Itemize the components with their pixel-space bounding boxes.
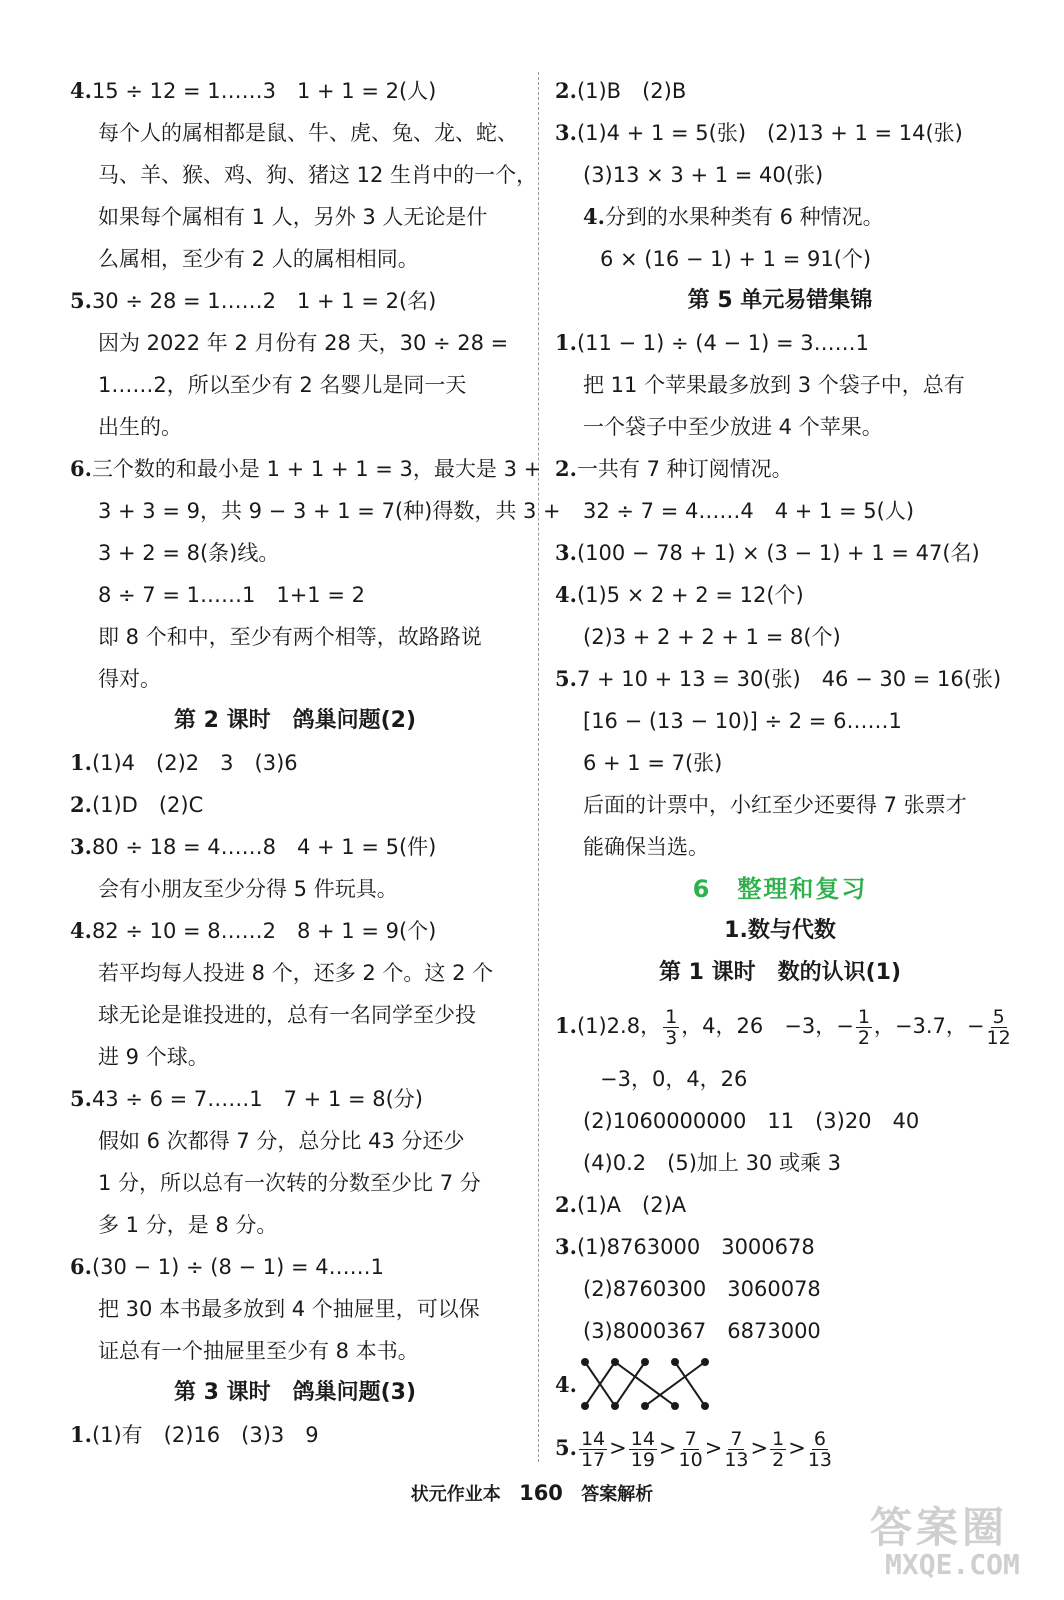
fraction-comparison-line: 5. $\frac{14}{17}$ > $\frac{14}{19}$ > $\frac{7}{10}$ > $\frac{7}{13}$ > $\frac{1}{2}$ > $\frac{6}{13}$ — [555, 1427, 833, 1471]
answer-line: 出生的。 — [98, 415, 182, 439]
answer-line: 每个人的属相都是鼠、牛、虎、兔、龙、蛇、 — [98, 121, 518, 145]
answer-line: 1.(1)4 (2)2 3 (3)6 — [70, 750, 298, 775]
chapter-heading: 6 整理和复习 — [692, 875, 868, 903]
answer-line: 会有小朋友至少分得 5 件玩具。 — [98, 877, 398, 901]
fraction: $\frac{5}{12}$ — [986, 1005, 1011, 1049]
answer-line: 4.分到的水果种类有 6 种情况。 — [583, 204, 884, 229]
answer-line: 5.7 + 10 + 13 = 30(张) 46 − 30 = 16(张) — [555, 666, 1002, 691]
answer-line: 进 9 个球。 — [98, 1045, 209, 1069]
answer-line: (2)3 + 2 + 2 + 1 = 8(个) — [583, 625, 841, 649]
book-title: 状元作业本 — [410, 1484, 501, 1505]
fraction: $\frac{1}{3}$ — [665, 1005, 678, 1049]
matching-lines-diagram — [577, 1354, 727, 1414]
page-number: 160 — [519, 1481, 563, 1505]
answer-line: 2.一共有 7 种订阅情况。 — [555, 456, 793, 481]
answer-line: 3.80 ÷ 18 = 4……8 4 + 1 = 5(件) — [70, 834, 437, 859]
section-heading: 第 1 课时 数的认识(1) — [658, 960, 902, 985]
answer-line: 一个袋子中至少放进 4 个苹果。 — [583, 415, 883, 439]
answer-line: (3)13 × 3 + 1 = 40(张) — [583, 163, 824, 187]
answer-line: 1.(11 − 1) ÷ (4 − 1) = 3……1 — [555, 330, 870, 355]
answer-line: 1 分，所以总有一次转的分数至少比 7 分 — [98, 1171, 481, 1195]
fraction: $\frac{14}{19}$ — [630, 1427, 655, 1471]
column-divider — [538, 72, 539, 1462]
answer-line: 么属相，至少有 2 人的属相相同。 — [98, 247, 419, 271]
answer-line: 3.(1)4 + 1 = 5(张) (2)13 + 1 = 14(张) — [555, 120, 963, 145]
answer-line: 6 + 1 = 7(张) — [583, 751, 723, 775]
section-heading: 第 3 课时 鸽巢问题(3) — [173, 1380, 417, 1405]
answer-line: 3 + 3 = 9，共 9 − 3 + 1 = 7(种)得数，共 3 + — [98, 499, 561, 523]
answer-line: 1……2，所以至少有 2 名婴儿是同一天 — [98, 373, 467, 397]
answer-line: 6 × (16 − 1) + 1 = 91(个) — [600, 247, 872, 271]
answer-line: 4.15 ÷ 12 = 1……3 1 + 1 = 2(人) — [70, 78, 437, 103]
answer-line: (2)8760300 3060078 — [583, 1277, 821, 1301]
answer-line: 因为 2022 年 2 月份有 28 天，30 ÷ 28 = — [98, 331, 509, 355]
answer-line: 如果每个属相有 1 人，另外 3 人无论是什 — [98, 205, 488, 229]
answer-line: 把 30 本书最多放到 4 个抽屉里，可以保 — [98, 1297, 480, 1321]
answer-line: 多 1 分，是 8 分。 — [98, 1213, 278, 1237]
answer-line: 3.(100 − 78 + 1) × (3 − 1) + 1 = 47(名) — [555, 540, 980, 565]
answer-line: 3.(1)8763000 3000678 — [555, 1234, 815, 1259]
answer-line: (4)0.2 (5)加上 30 或乘 3 — [583, 1151, 841, 1175]
fraction: $\frac{7}{13}$ — [724, 1427, 749, 1471]
answer-line: 6.(30 − 1) ÷ (8 − 1) = 4……1 — [70, 1254, 385, 1279]
right-column — [555, 70, 1011, 1480]
answer-line: 5.43 ÷ 6 = 7……1 7 + 1 = 8(分) — [70, 1086, 423, 1111]
answer-line: 球无论是谁投进的，总有一名同学至少投 — [98, 1003, 476, 1027]
answer-line: 2.(1)A (2)A — [555, 1192, 687, 1217]
answer-line-fractions: 1.(1)2.8， $\frac{1}{3}$ ，4，26 −3，− $\frac{1}{2}$ ，−3.7，− $\frac{5}{12}$ — [555, 1005, 1011, 1049]
answer-line: 4.(1)5 × 2 + 2 = 12(个) — [555, 582, 804, 607]
answer-line: 4.82 ÷ 10 = 8……2 8 + 1 = 9(个) — [70, 918, 437, 943]
fraction: $\frac{1}{2}$ — [857, 1005, 870, 1049]
answer-line: 若平均每人投进 8 个，还多 2 个。这 2 个 — [98, 961, 494, 985]
fraction: $\frac{7}{10}$ — [678, 1427, 703, 1471]
answer-line: 6.三个数的和最小是 1 + 1 + 1 = 3，最大是 3 + — [70, 456, 542, 481]
answer-line: (3)8000367 6873000 — [583, 1319, 821, 1343]
answer-line: 证总有一个抽屉里至少有 8 本书。 — [98, 1339, 419, 1363]
answer-line: 2.(1)D (2)C — [70, 792, 204, 817]
fraction: $\frac{6}{13}$ — [807, 1427, 833, 1471]
section-heading: 1.数与代数 — [724, 918, 836, 943]
answer-line: 3 + 2 = 8(条)线。 — [98, 541, 280, 565]
answer-line: 即 8 个和中，至少有两个相等，故路路说 — [98, 625, 482, 649]
answer-line: −3，0，4，26 — [600, 1067, 748, 1091]
answer-line: 马、羊、猴、鸡、狗、猪这 12 生肖中的一个， — [98, 163, 538, 187]
answer-line: [16 − (13 − 10)] ÷ 2 = 6……1 — [583, 709, 902, 733]
watermark-site: MXQE.COM — [885, 1548, 1020, 1581]
answer-line: 把 11 个苹果最多放到 3 个袋子中，总有 — [583, 373, 965, 397]
answer-line: 得对。 — [98, 667, 161, 691]
fraction: $\frac{14}{17}$ — [580, 1427, 606, 1471]
section-heading: 第 5 单元易错集锦 — [687, 288, 873, 313]
section-label: 答案解析 — [581, 1484, 654, 1505]
watermark-logo: 答案圈 — [870, 1503, 1009, 1552]
answer-line: 5.30 ÷ 28 = 1……2 1 + 1 = 2(名) — [70, 288, 437, 313]
answer-line: 8 ÷ 7 = 1……1 1+1 = 2 — [98, 583, 365, 607]
answer-line: 假如 6 次都得 7 分，总分比 43 分还少 — [98, 1129, 465, 1153]
answer-line: 2.(1)B (2)B — [555, 78, 687, 103]
section-heading: 第 2 课时 鸽巢问题(2) — [173, 708, 417, 733]
left-column — [70, 70, 561, 1456]
answer-line: 后面的计票中，小红至少还要得 7 张票才 — [583, 793, 967, 817]
answer-line: (2)1060000000 11 (3)20 40 — [583, 1109, 920, 1133]
matching-diagram-row: 4. — [555, 1352, 1005, 1416]
answer-line: 32 ÷ 7 = 4……4 4 + 1 = 5(人) — [583, 499, 915, 523]
answer-line: 1.(1)有 (2)16 (3)3 9 — [70, 1422, 319, 1447]
fraction: $\frac{1}{2}$ — [772, 1427, 785, 1471]
answer-line: 能确保当选。 — [583, 835, 709, 859]
